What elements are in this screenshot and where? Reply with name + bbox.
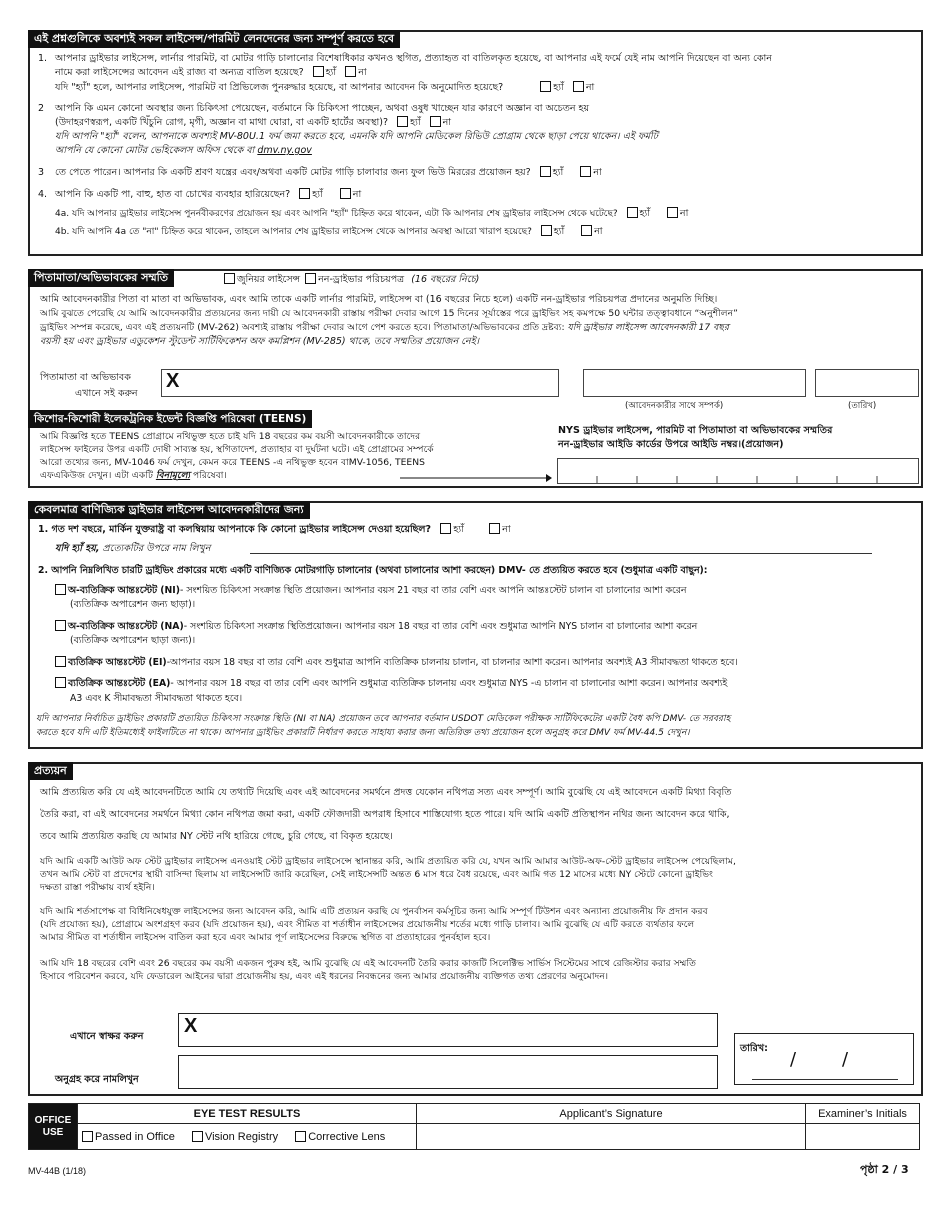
- q4b-yes-checkbox[interactable]: [541, 225, 552, 236]
- q3-no-checkbox[interactable]: [580, 166, 591, 177]
- examiner-initials-field[interactable]: [806, 1124, 920, 1150]
- cdl-q2: 2. আপনি নিম্নলিখিত চারটি ড্রাইভিং প্রকারের মধ্যে একটি বাণিজ্যিক মোটরগাড়ি চালানোর (অথবা চালানোর আশা করছেন) DMV- তে প্রত্যয়িত করতে হবে (শুধুমাত্র একটি বাছুন):: [38, 565, 708, 576]
- q3-yes-checkbox[interactable]: [540, 166, 551, 177]
- q4b-no-label: না: [594, 226, 603, 237]
- teens-line4: [40, 469, 227, 482]
- corrective-lens-label: Corrective Lens: [308, 1130, 386, 1143]
- q4-yes-checkbox[interactable]: [299, 188, 310, 199]
- cdl-ei-checkbox[interactable]: [55, 656, 66, 667]
- q2-yes-checkbox[interactable]: [397, 116, 408, 127]
- q1-yes-label: হ্যাঁ: [325, 67, 337, 78]
- office-use-table: [28, 1103, 920, 1150]
- cdl-q1-text: 1. গত দশ বছরে, মার্কিন যুক্তরাষ্ট্র বা কলম্বিয়ায় আপনাকে কি কোনো ড্রাইভার লাইসেন্স দেওয়া হয়েছিল?: [38, 524, 432, 535]
- office-use-label: [29, 1104, 78, 1150]
- q3-number: 3: [38, 167, 45, 178]
- cdl-names-line[interactable]: [250, 553, 872, 554]
- page-number: পৃষ্ঠা 2 / 3: [860, 1163, 909, 1176]
- q4-yes-label: হ্যাঁ: [312, 189, 323, 200]
- cdl-note2: করতে হবে যদি এটি ইতিমধ্যেই ফাইলটিতে না থাকে। আপনার ড্রাইভিং প্রকারটি নির্ধারণ করতে সাহায্য করার জন্য অতিরিক্ত তথ্য প্রয়োজন হলে অনুগ্রহ করে DMV ফর্ম MV-44.5 দেখুন।: [36, 728, 690, 738]
- cdl-ni-text2: (ব্যতিক্রিক অপারেশন জন্য ছাড়া)।: [70, 599, 196, 610]
- cdl-ea-checkbox[interactable]: [55, 677, 66, 688]
- q4-number: 4.: [38, 189, 48, 200]
- consent-para3-note: যদি ড্রাইভার লাইসেন্স আবেদনকারী 17 বছর: [567, 322, 729, 333]
- q4a-yes-label: হ্যাঁ: [639, 208, 651, 219]
- cert-p3b: (যদি প্রযোজ্য হয়), প্রোগ্রামে অংশগ্রহণ করব (যদি প্রয়োজন হয়), এবং সীমিত বা শর্তাধীন লাইসেন্সের প্রয়োজনীয় শর্তের মধ্যে গাড়ি চালাব। আমি বুঝেছি যে এটি করতে ব্যর্থতার ফলে: [40, 919, 695, 930]
- q4-text: আপনি কি একটি পা, বাহু, হাত বা চোখের ব্যবহার হারিয়েছেন?: [55, 189, 291, 200]
- cert-p1c: তবে আমি প্রত্যয়িত করছি যে আমার NY স্টেট নথি হারিয়ে গেছে, চুরি গেছে, বা বিকৃত হয়েছে।: [40, 831, 393, 842]
- parent-date-field[interactable]: [815, 369, 919, 397]
- cdl-ea-text2: A3 এবং K সীমাবদ্ধতা সীমাবদ্ধতা থাকতে হবে।: [70, 693, 243, 704]
- teens-line1: [40, 430, 420, 443]
- cert-p1b: তৈরি করা, বা এই আবেদনের সমর্থনে মিথ্যা কোন নথিপত্র জমা করা, একটি ফৌজদারী অপরাধ হিসাবে শাস্তিযোগ্য হতে পারে। যদি আমি একটি প্রতিস্থাপন নথির জন্য আবেদন করে থাকি,: [40, 809, 730, 820]
- vision-registry-checkbox[interactable]: [192, 1131, 203, 1142]
- cdl-ni-title: অ-ব্যতিক্রিক আন্তঃস্টেট (NI): [68, 585, 181, 596]
- parent-sign-label2: এখানে সই করুন: [75, 388, 138, 399]
- nys-id-label2: নন-ড্রাইভার আইডি কার্ডের উপরে আইডি নম্বর।(প্রয়োজন): [558, 439, 784, 450]
- license-questions-header: এই প্রশ্নগুলিকে অবশ্যই সকল লাইসেন্স/পারমিট লেনদেনের জন্য সম্পূর্ণ করতে হবে: [28, 30, 400, 48]
- non-driver-id-checkbox[interactable]: [305, 273, 316, 284]
- q1-restored-no-label: না: [585, 82, 595, 93]
- q3-text: তে পেতে পারেন। আপনার কি একটি শ্রবণ যন্ত্রের এবং/অথবা একটি মোটর গাড়ি চালাবার জন্য ফুল ভিউ মিররের প্রয়োজন হয়?: [55, 167, 531, 178]
- cert-p2c: দক্ষতা রাস্তা পরীক্ষায় ব্যর্থ হইনি।: [40, 882, 155, 893]
- q1-no-checkbox[interactable]: [345, 66, 356, 77]
- office-label2: USE: [42, 1126, 64, 1138]
- consent-para4: বয়সী হয় এবং ড্রাইভার এডুকেশন স্টুডেন্ট সার্টিফিকেশন অফ কমপ্লিশন (MV-285) থাকে, তবে সম্মতির প্রয়োজন নেই।: [40, 336, 480, 347]
- cert-date-field[interactable]: [752, 1079, 898, 1080]
- parent-consent-header: পিতামাতা/অভিভাবকের সম্মতি: [28, 269, 174, 287]
- non-driver-id-label: নন-ড্রাইভার পরিচয়পত্র: [318, 274, 405, 285]
- q1-restored-yes-checkbox[interactable]: [540, 81, 551, 92]
- q4-no-label: না: [352, 189, 362, 200]
- q2-line3: যদি আপনি "হ্যাঁ" বলেন, আপনাকে অবশ্যই MV-80U.1 ফর্ম জমা করতে হবে, এমনকি যদি আপনি মেডিকেল রিভিউ প্রোগ্রাম থেকে ছাড়া পেয়ে থাকেন। এই ফর্মটি: [55, 131, 658, 142]
- passed-in-office-checkbox[interactable]: [82, 1131, 93, 1142]
- relationship-field[interactable]: [583, 369, 806, 397]
- nys-id-label1: NYS ড্রাইভার লাইসেন্স, পারমিট বা পিতামাতা বা অভিভাবকের সম্মতির: [558, 425, 833, 436]
- cdl-ea-text: - আপনার বয়স 18 বছর বা তার বেশি এবং আপনি শুধুমাত্র ব্যতিক্রিক চালনায় এবং শুধুমাত্র NYS -এ চালান বা চালানোর আশা করেন। আপনার অবশ্যই: [170, 678, 728, 689]
- parent-signature-x: X: [166, 370, 180, 392]
- relationship-label: (আবেদনকারীর সাথে সম্পর্ক): [625, 401, 724, 411]
- applicant-signature-field[interactable]: [178, 1013, 718, 1047]
- q1-yes-checkbox[interactable]: [313, 66, 324, 77]
- q4a-text: 4a. যদি আপনার ড্রাইভার লাইসেন্স পুনর্নবীকরণের প্রয়োজন হয় এবং আপনি "হ্যাঁ" চিহ্নিত করে থাকেন, এটা কি আপনার শেষ ড্রাইভার লাইসেন্স থেকে ঘটেছে?: [55, 209, 618, 219]
- vision-registry-label: Vision Registry: [204, 1130, 279, 1143]
- q4b-yes-label: হ্যাঁ: [553, 226, 565, 237]
- cdl-q1: [38, 523, 511, 536]
- consent-para2: আমি বুঝতে পেরেছি যে আমি আবেদনকারীর প্রত্যয়নের জন্য দায়ী যে আবেদনকারী রাস্তায় পরীক্ষা দেবার আগে 15 দিনের সূর্যাস্তের পরে ড্রাইভিং সহ কমপক্ষে 50 ঘন্টার তত্ত্বাবধানে “অনুশীলন”: [40, 308, 738, 319]
- cdl-na-checkbox[interactable]: [55, 620, 66, 631]
- cert-p2a: যদি আমি একটি আউট অফ স্টেট ড্রাইভার লাইসেন্স এনওয়াই স্টেট ড্রাইভার লাইসেন্সে স্থানান্তর করি, আমি প্রত্যয়িত করি যে, যখন আমি আমার আউট-অফ-স্টেট ড্রাইভার লাইসেন্স পেয়েছিলাম,: [40, 856, 736, 867]
- parent-signature-field[interactable]: [161, 369, 559, 397]
- passed-in-office-label: Passed in Office: [95, 1130, 175, 1143]
- q2-line2-text: (উদাহরণস্বরূপ, একটি খিঁচুনি রোগ, মৃগী, অজ্ঞান বা মাথা ঘোরা, বা একটি হার্টের অবস্থা)?: [55, 117, 389, 128]
- cdl-ea-option: [55, 677, 727, 690]
- q4a-yes-checkbox[interactable]: [627, 207, 638, 218]
- consent-para3-text: ড্রাইভিং সম্পন্ন করেছে, এবং এই প্রত্যয়নটি (MV-262) অবশ্যই রাস্তায় পরীক্ষা দেবার আগে পেশ করতে হবে। পিতামাতা/অভিভাবকের প্রতি দ্রষ্টব্য:: [40, 322, 565, 333]
- cdl-na-text: - সংশয়িত চিকিৎসা সংক্রান্ত স্থিতিপ্রয়োজন। আপনার বয়স 18 বছর বা তার বেশি এবং শুধুমাত্র আপনি NYS চালান বা চালানোর আশা করেন: [183, 621, 698, 632]
- examiner-initials-header: Examiner’s Initials: [806, 1104, 920, 1124]
- q4a-no-checkbox[interactable]: [667, 207, 678, 218]
- cdl-q1-no-checkbox[interactable]: [489, 523, 500, 534]
- dmv-website-link[interactable]: dmv.ny.gov: [257, 145, 312, 156]
- date-slash-2: /: [842, 1049, 849, 1070]
- non-driver-id-note: (16 বছরের নিচে): [411, 274, 480, 285]
- eye-test-options: [78, 1124, 417, 1150]
- applicant-signature-header: Applicant’s Signature: [417, 1104, 806, 1124]
- q1-restored-no-checkbox[interactable]: [573, 81, 584, 92]
- office-applicant-signature-field[interactable]: [417, 1124, 806, 1150]
- cdl-q1-no-label: না: [502, 524, 511, 535]
- q4-no-checkbox[interactable]: [340, 188, 351, 199]
- junior-license-label: জুনিয়র লাইসেন্স: [237, 274, 301, 285]
- certification-header: প্রত্যয়ন: [28, 762, 73, 780]
- q1-line2-text: নামে করা লাইসেন্সের আবেদন এই রাজ্য বা অন্যত্র বাতিল হয়েছে?: [55, 67, 304, 78]
- cdl-q1-yes-checkbox[interactable]: [440, 523, 451, 534]
- print-name-label: অনুগ্রহ করে নামলিখুন: [55, 1074, 139, 1085]
- q2-yes-label: হ্যাঁ: [410, 117, 421, 128]
- teens-line2: লাইসেন্স ফাইলের উপর একটি দোষী সাব্যস্ত হয়, স্থগিতাদেশ, প্রত্যাহার বা দুর্ঘটনা ঘটে। এই প্রোগ্রামের সম্পর্কে: [40, 444, 434, 455]
- q4a-line: [55, 207, 688, 221]
- cert-date-label: তারিখ:: [740, 1043, 768, 1054]
- office-label1: OFFICE: [34, 1114, 72, 1126]
- junior-license-checkbox[interactable]: [224, 273, 235, 284]
- teens-line3: আরো তথ্যের জন্য, MV-1046 ফর্ম দেখুন, কেমন করে TEENS -এ নথিভুক্ত হবেন বাMV-1056, TEENS: [40, 457, 425, 468]
- cdl-q1-note-text: প্রত্যেকটির উপরে নাম লিখুন: [102, 543, 211, 554]
- q3-yes-label: হ্যাঁ: [552, 167, 564, 178]
- q1-line2: [55, 66, 367, 79]
- q4b-text: 4b. যদি আপনি 4a তে "না" চিহ্নিত করে থাকেন, তাহলে আপনার শেষ ড্রাইভার লাইসেন্স থেকে আপনার অবস্থা আরো খারাপ হয়েছে?: [55, 227, 532, 237]
- q1-no-label: না: [358, 67, 367, 78]
- parent-date-label: (তারিখ): [848, 401, 877, 411]
- teens-line1-text: আমি বিজ্ঞপ্তি হতে TEENS প্রোগ্রামে নথিভুক্ত হতে চাই যদি 18 বছরের কম বয়সী আবেদনকারীকে তাদের: [40, 431, 421, 442]
- cdl-ei-text: -আপনার বয়স 18 বছর বা তার বেশি এবং শুধুমাত্র আপনি ব্যতিক্রিক চালনায় চালান, বা চালনার আশা করেন। আপনার অবশ্যই A3 সীমাবদ্ধতা থাকতে হবে।: [166, 657, 738, 668]
- cdl-q1-note-bold: যদি হ্যাঁ হয়,: [55, 543, 100, 554]
- q2-line4-text: আপনি যে কোনো মোটর ভেহিকেলস অফিস থেকে বা: [55, 145, 255, 156]
- cdl-na-option: [55, 620, 697, 633]
- print-name-field[interactable]: [178, 1055, 718, 1089]
- q2-line4: [55, 144, 312, 157]
- q1-line3-text: যদি "হ্যাঁ" হলে, আপনার লাইসেন্স, পারমিট বা প্রিভিলেজ পুনরুদ্ধার হয়েছে, বা আপনার আবেদন কি অনুমোদিত হয়েছে?: [55, 82, 504, 93]
- sign-here-label: এখানে স্বাক্ষর করুন: [70, 1031, 144, 1042]
- teens-line4-text: এফএকিউজ দেখুন। এটা একটি: [40, 470, 153, 481]
- teens-line4b-text: পরিষেবা।: [193, 470, 227, 481]
- q1-restored-yes-label: হ্যাঁ: [553, 82, 564, 93]
- commercial-license-header: কেবলমাত্র বাণিজ্যিক ড্রাইভার লাইসেন্স আবেদনকারীদের জন্য: [28, 501, 310, 519]
- q4b-line: [55, 225, 603, 239]
- form-id: MV-44B (1/18): [28, 1166, 87, 1176]
- cdl-na-text2: (ব্যতিক্রিক অপারেশন ছাড়া জন্য)।: [70, 635, 196, 646]
- cert-p3c: আমার সীমিত বা শর্তাধীন লাইসেন্স বাতিল করা হবে এবং আমার পূর্ণ লাইসেন্সের বিরুদ্ধে স্থগিত বা প্রত্যাহারের পুনর্বহাল হবে।: [40, 932, 491, 943]
- q3-line: [55, 166, 602, 179]
- q4b-no-checkbox[interactable]: [581, 225, 592, 236]
- arrow-right-icon: [400, 473, 552, 483]
- cert-p1a: আমি প্রত্যয়িত করি যে এই আবেদনটিতে আমি যে তথ্যটি দিয়েছি এবং এই আবেদনের সমর্থনে প্রদত্ত যেকোন নথিপত্র সত্য এবং সম্পূর্ণ। আমি বুঝেছি যে এই আবেদনে একটি মিথ্যা বিবৃতি: [40, 787, 732, 798]
- cdl-ei-option: [55, 656, 738, 669]
- cdl-ni-checkbox[interactable]: [55, 584, 66, 595]
- teens-free-text: বিনামূল্যে: [155, 470, 191, 481]
- cdl-ea-title: ব্যতিক্রিক আন্তঃস্টেট (EA): [68, 678, 171, 689]
- cert-p2b: তখন আমি স্টেট বা প্রদেশের স্থায়ী বাসিন্দা ছিলাম যা লাইসেন্সটি জারি করেছিল, সেই লাইসেন্সটি অন্তত 6 মাস ধরে বৈধ রয়েছে, এবং আমি গত 12 মাসের মধ্যে NY স্টেটে কোনো ড্রাইভিং: [40, 869, 714, 880]
- consent-para1: আমি আবেদনকারীর পিতা বা মাতা বা অভিভাবক, এবং আমি তাকে একটি লার্নার পারমিট, লাইসেন্স বা (16 বছরের নিচে হলে) একটি নন-ড্রাইভার পরিচয়পত্র প্রদানের অনুমতি দিচ্ছি।: [40, 294, 718, 305]
- q2-number: 2: [38, 103, 45, 114]
- consent-para3: [40, 321, 729, 334]
- q2-no-checkbox[interactable]: [430, 116, 441, 127]
- q1-line1: আপনার ড্রাইভার লাইসেন্স, লার্নার পারমিট, বা মোটর গাড়ি চালানোর বিশেষাধিকার কখনও স্থগিত, প্রত্যাহৃত বা বাতিলকৃত হয়েছে, বা আপনার এই ফর্মে যেই নাম আপনি দিয়েছেন বা অন্য কোন: [55, 53, 772, 64]
- parent-sign-label1: পিতামাতা বা অভিভাবক: [40, 372, 131, 383]
- q1-line3: [55, 81, 594, 94]
- q2-line1: আপনি কি এমন কোনো অবস্থার জন্য চিকিৎসা পেয়েছেন, বর্তমানে কি চিকিৎসা পাচ্ছেন, অথবা ওষুধ খাচ্ছেন যার কারণে অজ্ঞান বা অচেতন হয়: [55, 103, 590, 114]
- nys-id-digit-dividers: [557, 458, 919, 484]
- q4-line: [55, 188, 361, 201]
- corrective-lens-checkbox[interactable]: [295, 1131, 306, 1142]
- eye-test-header: EYE TEST RESULTS: [78, 1104, 417, 1124]
- cdl-note1: যদি আপনার নির্বাচিত ড্রাইভিং প্রকারটি প্রত্যয়িত চিকিৎসা সংক্রান্ত স্থিতি (NI বা NA) প্রয়োজন তবে আপনার বর্তমান USDOT মেডিকেল পরীক্ষক সার্টিফিকেটের একটি বৈধ কপি DMV- তে সরবরাহ: [36, 714, 731, 724]
- cert-p3a: যদি আমি শর্তসাপেক্ষ বা বিধিনিষেধযুক্ত লাইসেন্সের জন্য আবেদন করি, আমি এটি প্রত্যয়ন করছি যে পুনর্বাসন কর্মসূচির জন্য আমি সম্পূর্ণ টিউশন এবং অন্যান্য প্রয়োজনীয় ফি প্রদান করব: [40, 906, 708, 917]
- cdl-q1-yes-label: হ্যাঁ: [453, 524, 464, 535]
- cdl-ni-option: [55, 584, 686, 597]
- teens-header: কিশোর-কিশোরী ইলেকট্রনিক ইভেন্ট বিজ্ঞপ্তি পরিষেবা (TEENS): [28, 410, 312, 428]
- cert-p4a: আমি যদি 18 বছরের বেশি এবং 26 বছরের কম বয়সী একজন পুরুষ হই, আমি বুঝেছি যে এই আবেদনটি তৈরি করার কাজটি সিলেক্টিভ সার্ভিস সিস্টেমের সাথে রেজিস্টার করার সম্মতি: [40, 958, 696, 969]
- cert-p4b: হিসাবে পরিবেশন করবে, যদি ফেডারেল আইনের দ্বারা প্রয়োজনীয় হয়, এবং এই ধরনের নিবন্ধনের জন্য আমার প্রয়োজনীয় ব্যক্তিগত তথ্য প্রেরণের অনুমোদন।: [40, 971, 609, 982]
- consent-type-options: [218, 273, 479, 286]
- q4a-no-label: না: [679, 208, 689, 219]
- cdl-ei-title: ব্যতিক্রিক আন্তঃস্টেট (EI): [68, 657, 167, 668]
- q3-no-label: না: [593, 167, 602, 178]
- date-slash-1: /: [790, 1049, 797, 1070]
- q2-no-label: না: [442, 117, 452, 128]
- q1-number: 1.: [38, 53, 48, 64]
- cdl-na-title: অ-ব্যতিক্রিক আন্তঃস্টেট (NA): [68, 621, 184, 632]
- applicant-signature-x: X: [184, 1015, 198, 1037]
- cdl-q1-note: [55, 542, 210, 555]
- cdl-ni-text: - সংশয়িত চিকিৎসা সংক্রান্ত স্থিতি প্রয়োজন। আপনার বয়স 21 বছর বা তার বেশি এবং আপনি আন্তঃস্টেট চালান বা চালানোর আশা করেন: [180, 585, 687, 596]
- q2-line2: [55, 116, 451, 129]
- cert-date-box: [734, 1033, 914, 1085]
